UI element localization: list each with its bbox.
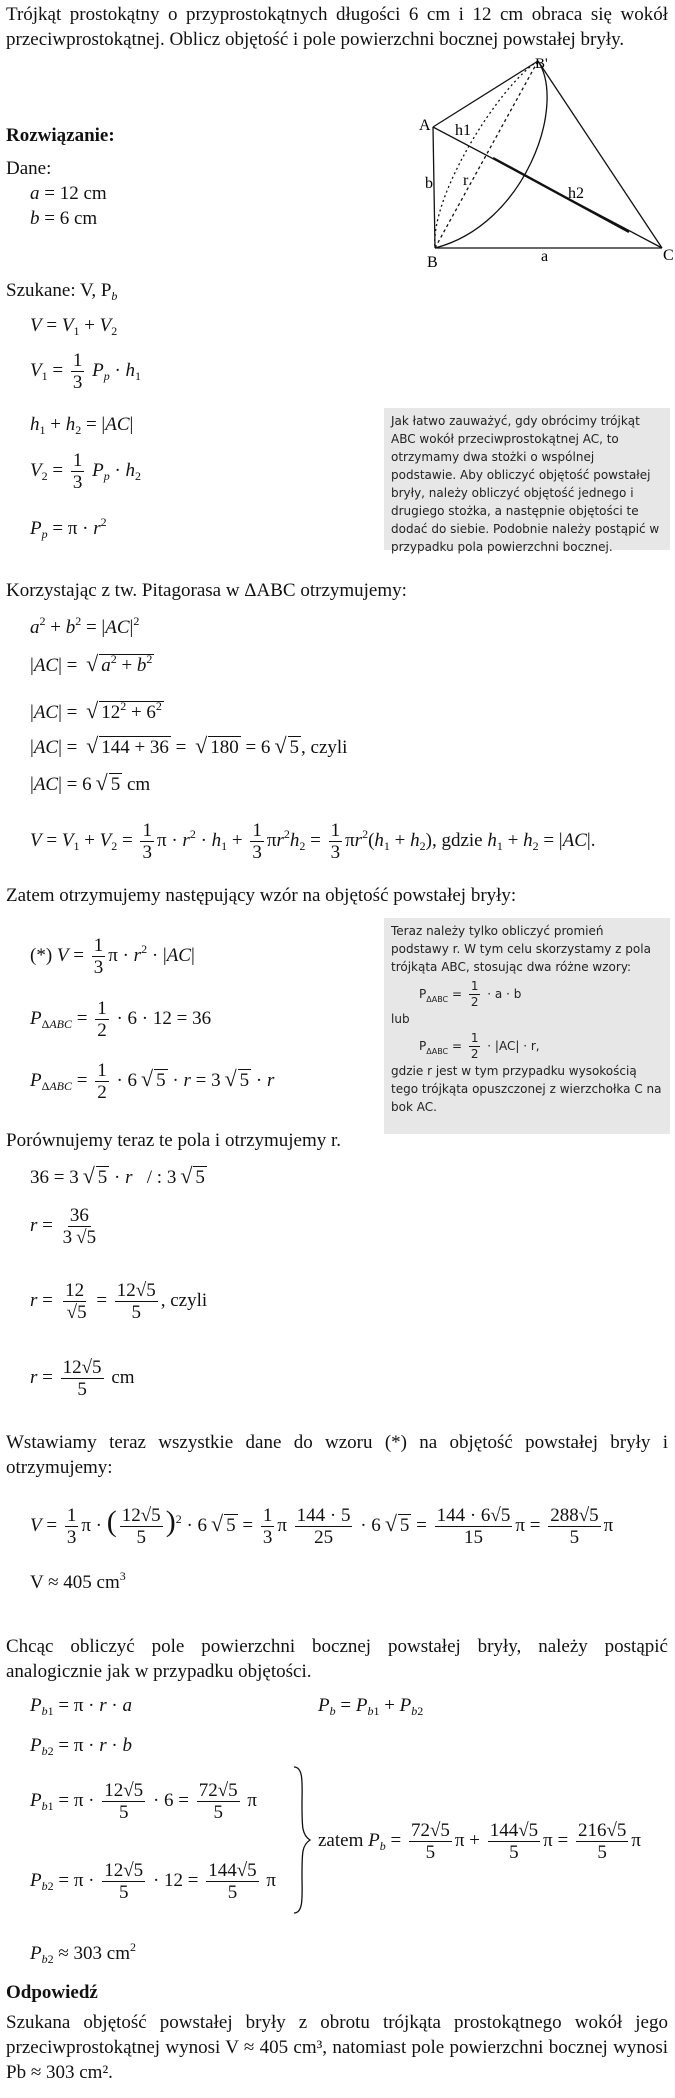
substitute-intro: Wstawiamy teraz wszystkie dane do wzoru (*) na objętość powstałej bryły i otrzymujemy: bbox=[6, 1432, 668, 1478]
note-radius-text2: gdzie r jest w tym przypadku wysokością tego trójkąta opuszczonej z wierzchołka C na bok AC. bbox=[391, 1064, 662, 1114]
pythagoras-intro: Korzystając z tw. Pitagorasa w ΔABC otrzymujemy: bbox=[6, 580, 407, 601]
pyth-eq4: |AC| = √ 144 + 36 = √ 180 = 6 √ 5 , czyli bbox=[30, 733, 348, 758]
axis-thick-line bbox=[493, 158, 629, 232]
area-result: $P_{b2} \approx 303$ $cm^2$ bbox=[30, 1940, 136, 1966]
pyth-eq1: $a^2 + b^2 = |AC|^2$ bbox=[30, 614, 140, 638]
note-radius-text1: Teraz należy tylko obliczyć promień podstawy r. W tym celu skorzystamy z pola trójkąta ABC, stosując dwa różne wzory: bbox=[391, 924, 651, 974]
right-brace-icon bbox=[290, 1765, 314, 1915]
compare-eq4: r = $\frac{12√5}{5}$ cm bbox=[30, 1357, 135, 1400]
segment-ab bbox=[433, 127, 435, 248]
note-formula1: $P_{\Delta ABC}$ = $\frac{1}{2}$ · a · b bbox=[419, 979, 522, 1009]
area-abc-1: $P_{\Delta ABC}$ = $\frac{1}{2}$ · 6 · 12 = 36 bbox=[30, 998, 212, 1041]
lateral-intro: Chcąc obliczyć pole powierzchni bocznej powstałej bryły, należy postąpić analogicznie jak w przypadku objętości. bbox=[6, 1636, 668, 1682]
pyth-eq5: |AC| = 6 √ 5 cm bbox=[30, 770, 151, 795]
pb-total: zatem $P_b$ = $\frac{72√5}{5}$ π + $\frac{144√5}{5}$ π = $\frac{216√5}{5}$ π bbox=[318, 1820, 641, 1863]
pyth-eq3: |AC| = √ $12^2 + 6^2$ bbox=[30, 698, 162, 723]
pb2-calc: $P_{b2} = \pi$ · $\frac{12√5}{5}$ · 12 = $\frac{144√5}{5}$ π bbox=[30, 1860, 277, 1903]
label-c-vertex: C bbox=[663, 247, 674, 264]
label-a-vertex: A bbox=[419, 117, 431, 134]
formula-h-sum: $h_1 + h_2 = |AC|$ bbox=[30, 414, 134, 437]
label-b-side: b bbox=[425, 175, 433, 192]
formula-v2: $V_2$ = $\frac{1}{3}$ $P_p \cdot h_2$ bbox=[30, 450, 142, 493]
note-lub: lub bbox=[391, 1012, 410, 1026]
formula-v-sum: $V = V_1 + V_2$ bbox=[30, 315, 118, 338]
label-h1: h1 bbox=[455, 122, 471, 139]
note-formula2: $P_{\Delta ABC}$ = $\frac{1}{2}$ · |AC| · r, bbox=[419, 1031, 540, 1061]
label-h2: h2 bbox=[568, 185, 584, 202]
compare-eq1: 36 = 3 √ 5 · r / : 3 √ 5 bbox=[30, 1163, 205, 1188]
note-radius bbox=[384, 918, 670, 1134]
pb2-def: $P_{b2} = \pi \cdot r \cdot b$ bbox=[30, 1735, 132, 1758]
answer-text: Szukana objętość powstałej bryły z obrotu trójkąta prostokątnego wokół jego przeciwprostokątnej wynosi V ≈ 405 cm³, natomiast pole powierzchni bocznej wynosi Pb ≈ 303 cm². bbox=[6, 2012, 668, 2083]
base-ellipse-front bbox=[435, 61, 547, 248]
volume-calc: V = $\frac{1}{3}$ π · ( $\frac{12√5}{5}$ )$^2$ · 6 √ 5 = $\frac{1}{3}$ π $\frac{144 \cdot 5}{25}$ · 6 √ 5 = $\frac{144 \cdot 6√5}{15}$ π = $\frac{288√5}{5}$ π bbox=[30, 1504, 614, 1548]
volume-general-formula: $V = V_1 + V_2$ = $\frac{1}{3}$ $\pi \cdot r^2 \cdot h_1$ + $\frac{1}{3}$ $\pi r^2h_2$ = $\frac{1}{3}$ $\pi r^2(h_1 + h_2)$, gdzie $h_1 + h_2 = |AC|$. bbox=[30, 820, 596, 863]
formula-v1: $V_1$ = $\frac{1}{3}$ $P_p \cdot h_1$ bbox=[30, 350, 142, 393]
given-a: a = 12 cm bbox=[30, 183, 107, 204]
answer-heading: Odpowiedź bbox=[6, 1982, 98, 2003]
formula-pp: $P_p = \pi \cdot r^2$ bbox=[30, 515, 107, 541]
cone-diagram bbox=[405, 55, 675, 270]
note-cones: Jak łatwo zauważyć, gdy obrócimy trójkąt ABC wokół przeciwprostokątnej AC, to otrzymamy dwa stożki o wspólnej podstawie. Aby obliczyć objętość powstałej bryły, należy obliczyć objętość jednego i drugiego stożka, a następnie objętości te dodać do siebie. Podobnie należy postąpić w przypadku pola powierzchni bocznej. bbox=[384, 408, 670, 550]
wanted-line: Szukane: V, $P_b$ bbox=[6, 280, 118, 303]
volume-result: V ≈ 405 $cm^3$ bbox=[30, 1569, 126, 1593]
solution-heading: Rozwiązanie: bbox=[6, 125, 115, 146]
segment-ab-prime bbox=[433, 61, 538, 127]
label-b-prime: B' bbox=[535, 56, 548, 72]
pb1-calc: $P_{b1} = \pi$ · $\frac{12√5}{5}$ · 6 = $\frac{72√5}{5}$ π bbox=[30, 1780, 258, 1823]
pb-sum: $P_b = P_{b1} + P_{b2}$ bbox=[318, 1695, 424, 1718]
compare-eq3: r = $\frac{12}{√5}$ = $\frac{12√5}{5}$ , czyli bbox=[30, 1280, 208, 1323]
label-a-side: a bbox=[541, 248, 549, 265]
area-abc-2: $P_{\Delta ABC}$ = $\frac{1}{2}$ · 6 √ 5 · r = 3 √ 5 · r bbox=[30, 1060, 275, 1103]
given-heading: Dane: bbox=[6, 158, 52, 179]
label-r: r bbox=[463, 172, 469, 189]
given-b: b = 6 cm bbox=[30, 208, 98, 229]
pb1-def: $P_{b1} = \pi \cdot r \cdot a$ bbox=[30, 1695, 132, 1718]
volume-intro: Zatem otrzymujemy następujący wzór na objętość powstałej bryły: bbox=[6, 885, 517, 906]
segment-b-b-prime-dashed bbox=[435, 61, 538, 248]
label-b-vertex: B bbox=[427, 254, 438, 270]
segment-b-prime-c bbox=[538, 61, 662, 248]
task-text: Trójkąt prostokątny o przyprostokątnych długości 6 cm i 12 cm obraca się wokół przeciwprostokątnej. Oblicz objętość i pole powierzchni bocznej powstałej bryły. bbox=[6, 4, 668, 50]
volume-star-formula: (*) V = $\frac{1}{3}$ $\pi \cdot r^2 \cdot |AC|$ bbox=[30, 935, 195, 978]
compare-eq2: r = $\frac{36}{3 √5}$ bbox=[30, 1205, 97, 1248]
pyth-eq2: |AC| = √ $a^2 + b^2$ bbox=[30, 651, 153, 676]
compare-text: Porównujemy teraz te pola i otrzymujemy r. bbox=[6, 1130, 342, 1151]
